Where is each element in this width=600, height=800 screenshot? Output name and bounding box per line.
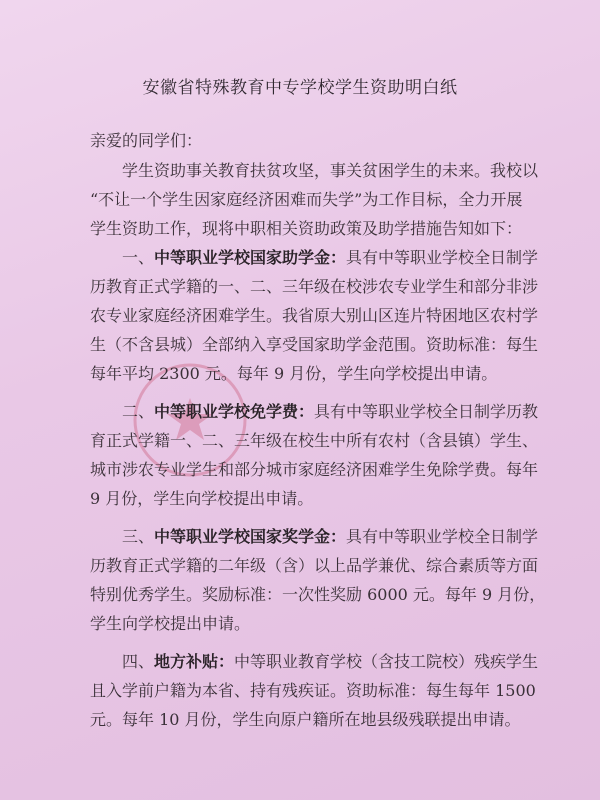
- section-line: 9 月份，学生向学校提出申请。: [90, 489, 314, 508]
- section-line: 特别优秀学生。奖励标准：一次性奖励 6000 元。每年 9 月份，: [90, 585, 546, 604]
- intro-line: 学生资助工作，现将中职相关资助政策及助学措施告知如下：: [90, 219, 523, 238]
- section-number: 三、: [122, 527, 155, 546]
- section-first-line: [90, 397, 539, 426]
- section-first-line: [90, 647, 539, 676]
- section-number: 四、: [122, 652, 155, 671]
- section-heading: 中等职业学校国家助学金：: [154, 248, 347, 267]
- section-national-grant: [90, 243, 539, 388]
- section-national-scholarship: [90, 522, 546, 638]
- section-line: 历教育正式学籍的二年级（含）以上品学兼优、综合素质等方面: [90, 556, 539, 575]
- section-text: 具有中等职业学校全日制学历教: [314, 402, 539, 421]
- section-line: 育正式学籍一、二、三年级在校生中所有农村（含县镇）学生、: [90, 431, 539, 450]
- document-title: 安徽省特殊教育中专学校学生资助明白纸: [142, 78, 458, 98]
- section-text: 具有中等职业学校全日制学: [346, 248, 539, 267]
- section-tuition-waiver: [90, 397, 539, 513]
- section-heading: 中等职业学校国家奖学金：: [154, 527, 347, 546]
- section-first-line: [90, 243, 539, 272]
- section-first-line: [90, 522, 539, 551]
- section-number: 一、: [122, 248, 155, 267]
- section-text: 具有中等职业学校全日制学: [346, 527, 539, 546]
- section-line: 农专业家庭经济困难学生。我省原大别山区连片特困地区农村学: [90, 306, 539, 325]
- intro-line: “不让一个学生因家庭经济困难而失学”为工作目标，全力开展: [90, 190, 523, 209]
- section-line: 生（不含县城）全部纳入享受国家助学金范围。资助标准：每生: [90, 335, 539, 354]
- greeting: 亲爱的同学们：: [90, 131, 203, 150]
- section-line: 且入学前户籍为本省、持有残疾证。资助标准：每生每年 1500: [90, 681, 536, 700]
- section-local-subsidy: [90, 647, 539, 734]
- intro-line: 学生资助事关教育扶贫攻坚，事关贫困学生的未来。我校以: [122, 161, 539, 180]
- section-heading: 中等职业学校免学费：: [154, 402, 315, 421]
- intro-paragraph: [90, 156, 539, 243]
- section-heading: 地方补贴：: [154, 652, 235, 671]
- section-line: 每年平均 2300 元。每年 9 月份，学生向学校提出申请。: [90, 364, 498, 383]
- section-number: 二、: [122, 402, 155, 421]
- section-line: 城市涉农专业学生和部分城市家庭经济困难学生免除学费。每年: [90, 460, 539, 479]
- section-line: 元。每年 10 月份，学生向原户籍所在地县级残联提出申请。: [90, 710, 521, 729]
- section-line: 历教育正式学籍的一、二、三年级在校涉农专业学生和部分非涉: [90, 277, 539, 296]
- section-text: 中等职业教育学校（含技工院校）残疾学生: [234, 652, 539, 671]
- section-line: 学生向学校提出申请。: [90, 614, 251, 633]
- document-body: [90, 126, 546, 734]
